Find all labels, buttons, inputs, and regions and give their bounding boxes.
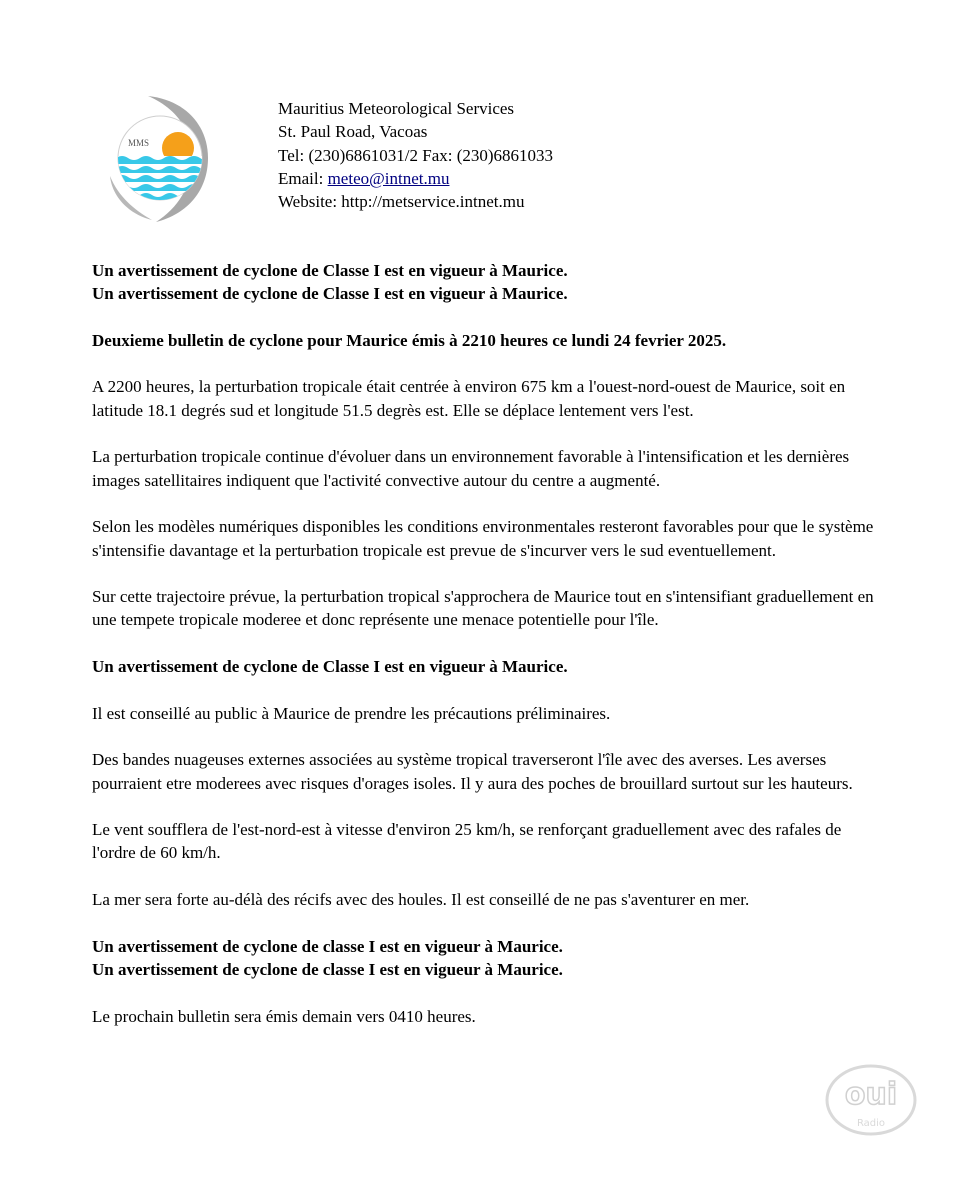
bulletin-title: Deuxieme bulletin de cyclone pour Maurice émis à 2210 heures ce lundi 24 fevrier 2025. [92,330,727,350]
paragraph-next-bulletin: Le prochain bulletin sera émis demain vers 0410 heures. [92,1006,476,1026]
warning-block-3 [92,935,882,982]
warning-heading: Un avertissement de cyclone de Classe I est en vigueur à Maurice. [92,284,568,304]
mms-logo [108,92,212,224]
paragraph-sea: La mer sera forte au-délà des récifs avec des houles. Il est conseillé de ne pas s'aventurer en mer. [92,890,750,910]
org-name: Mauritius Meteorological Services [278,99,515,118]
radio-watermark [822,1060,920,1138]
warning-heading: Un avertissement de cyclone de Classe I est en vigueur à Maurice. [92,261,568,280]
tel-fax: Tel: (230)6861031/2 Fax: (230)6861033 [278,145,554,165]
letterhead [278,97,553,213]
email-line [278,167,553,190]
paragraph-wind: Le vent soufflera de l'est-nord-est à vitesse d'environ 25 km/h, se renforçant graduellement avec des rafales de l'ordre de 60 km/h. [92,820,842,863]
paragraph-precautions: Il est conseillé au public à Maurice de prendre les précautions préliminaires. [92,703,611,723]
bulletin-body [92,259,882,1051]
website: Website: http://metservice.intnet.mu [278,192,525,212]
watermark-sub-text: Radio [856,1118,886,1129]
warning-heading: Un avertissement de cyclone de Classe I est en vigueur à Maurice. [92,657,568,677]
paragraph-models: Selon les modèles numériques disponibles les conditions environmentales resteront favorables pour que le système s'intensifie davantage et la perturbation tropicale est prevue de s'incurver vers le sud eventuellement. [92,517,874,560]
warning-heading: Un avertissement de cyclone de classe I est en vigueur à Maurice. [92,959,563,979]
email-link[interactable]: meteo@intnet.mu [327,168,450,188]
paragraph-position: A 2200 heures, la perturbation tropicale était centrée à environ 675 km a l'ouest-nord-ouest de Maurice, soit en latitude 18.1 degrés sud et longitude 51.5 degrès est. Elle se déplace lentement vers l'est. [92,377,846,420]
watermark-logo-text: oui [844,1077,898,1112]
address: St. Paul Road, Vacoas [278,122,428,142]
logo-text: MMS [128,138,150,148]
warning-heading: Un avertissement de cyclone de classe I est en vigueur à Maurice. [92,936,563,956]
warning-block-1 [92,259,882,306]
email-label: Email: [278,168,328,188]
paragraph-evolution: La perturbation tropicale continue d'évoluer dans un environnement favorable à l'intensification et les dernières images satellitaires indiquent que l'activité convective autour du centre a augmenté. [92,447,850,490]
paragraph-trajectory: Sur cette trajectoire prévue, la perturbation tropical s'approchera de Maurice tout en s'intensifiant graduellement en une tempete tropicale moderee et donc représente une menace potentielle pour l'île. [92,587,874,630]
paragraph-weather: Des bandes nuageuses externes associées au système tropical traverseront l'île avec des averses. Les averses pourraient etre moderees avec risques d'orages isoles. Il y aura des poches de brouillard surtout sur les hauteurs. [92,750,853,793]
